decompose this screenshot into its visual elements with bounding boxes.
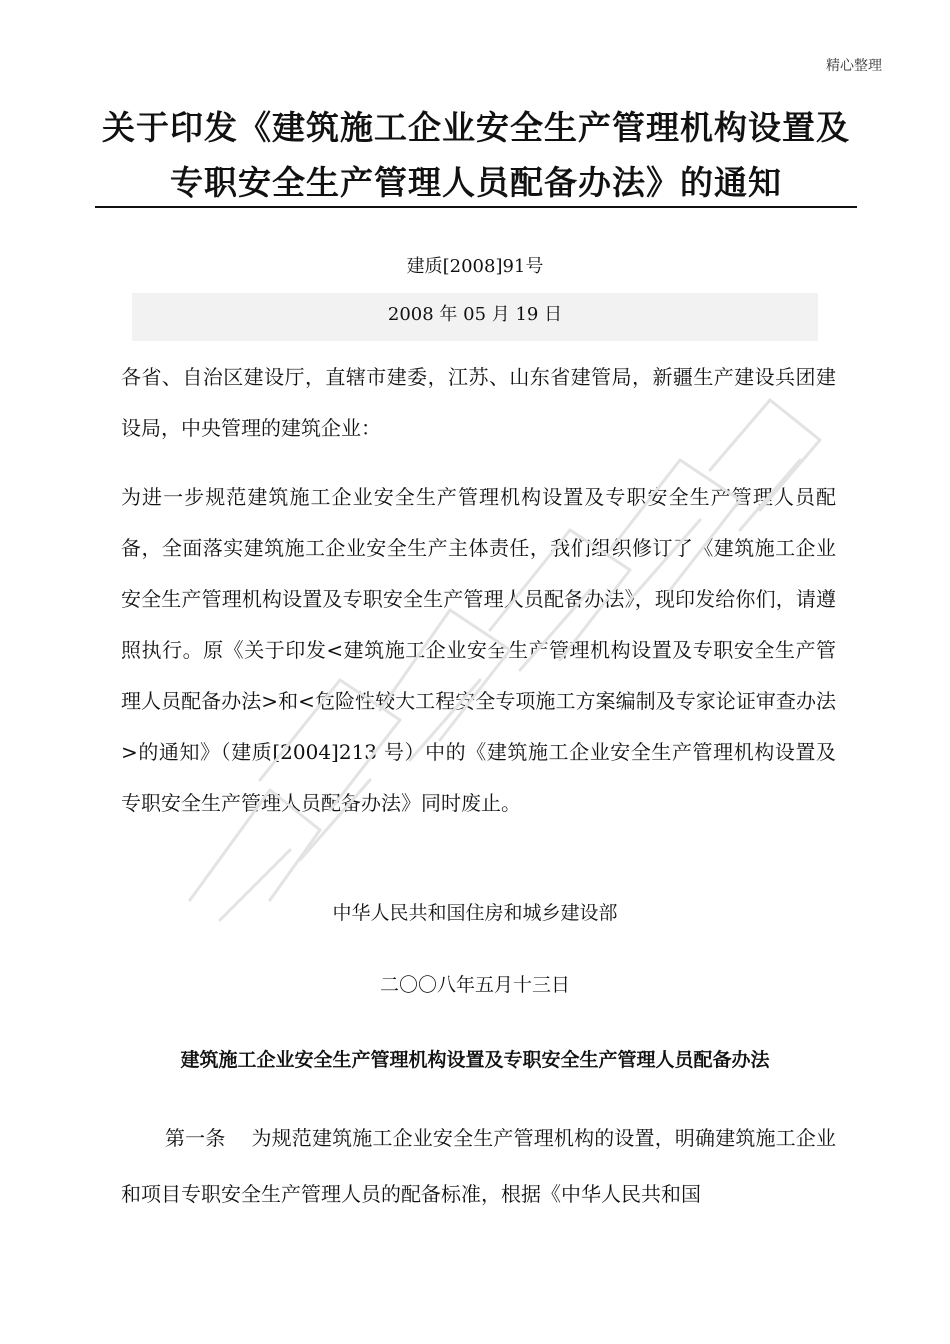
issuer-signature: 中华人民共和国住房和城乡建设部 <box>332 902 618 924</box>
addressee-paragraph: 各省、自治区建设厅，直辖市建委，江苏、山东省建管局，新疆生产建设兵团建设局，中央管理的建筑企业： <box>121 365 836 440</box>
publish-date: 2008 年 05 月 19 日 <box>132 293 818 341</box>
header-note: 精心整理 <box>826 58 882 74</box>
issue-date: 二〇〇八年五月十三日 <box>379 974 570 996</box>
regulation-title: 建筑施工企业安全生产管理机构设置及专职安全生产管理人员配备办法 <box>180 1049 770 1071</box>
article-text: 为规范建筑施工企业安全生产管理机构的设置，明确建筑施工企业和项目专职安全生产管理人员的配备标准，根据《中华人民共和国 <box>121 1126 837 1206</box>
body-paragraph: 为进一步规范建筑施工企业安全生产管理机构设置及专职安全生产管理人员配备，全面落实建筑施工企业安全生产主体责任，我们组织修订了《建筑施工企业安全生产管理机构设置及专职安全生产管理人员配备办法》，现印发给你们，请遵照执行。原《关于印发<建筑施工企业安全生产管理机构设置及专职安全生产管理人员配备办法>和<危险性较大工程安全专项施工方案编制及专家论证审查办法>的通知》（建质[2004]213 号）中的《建筑施工企业安全生产管理机构设置及专职安全生产管理人员配备办法》同时废止。 <box>121 485 836 815</box>
article-number: 第一条 <box>165 1126 226 1150</box>
title-divider <box>95 206 857 208</box>
document-number: 建质[2008]91号 <box>406 256 544 277</box>
article-1 <box>121 1110 836 1222</box>
page-title: 关于印发《建筑施工企业安全生产管理机构设置及专职安全生产管理人员配备办法》的通知 <box>102 108 850 202</box>
